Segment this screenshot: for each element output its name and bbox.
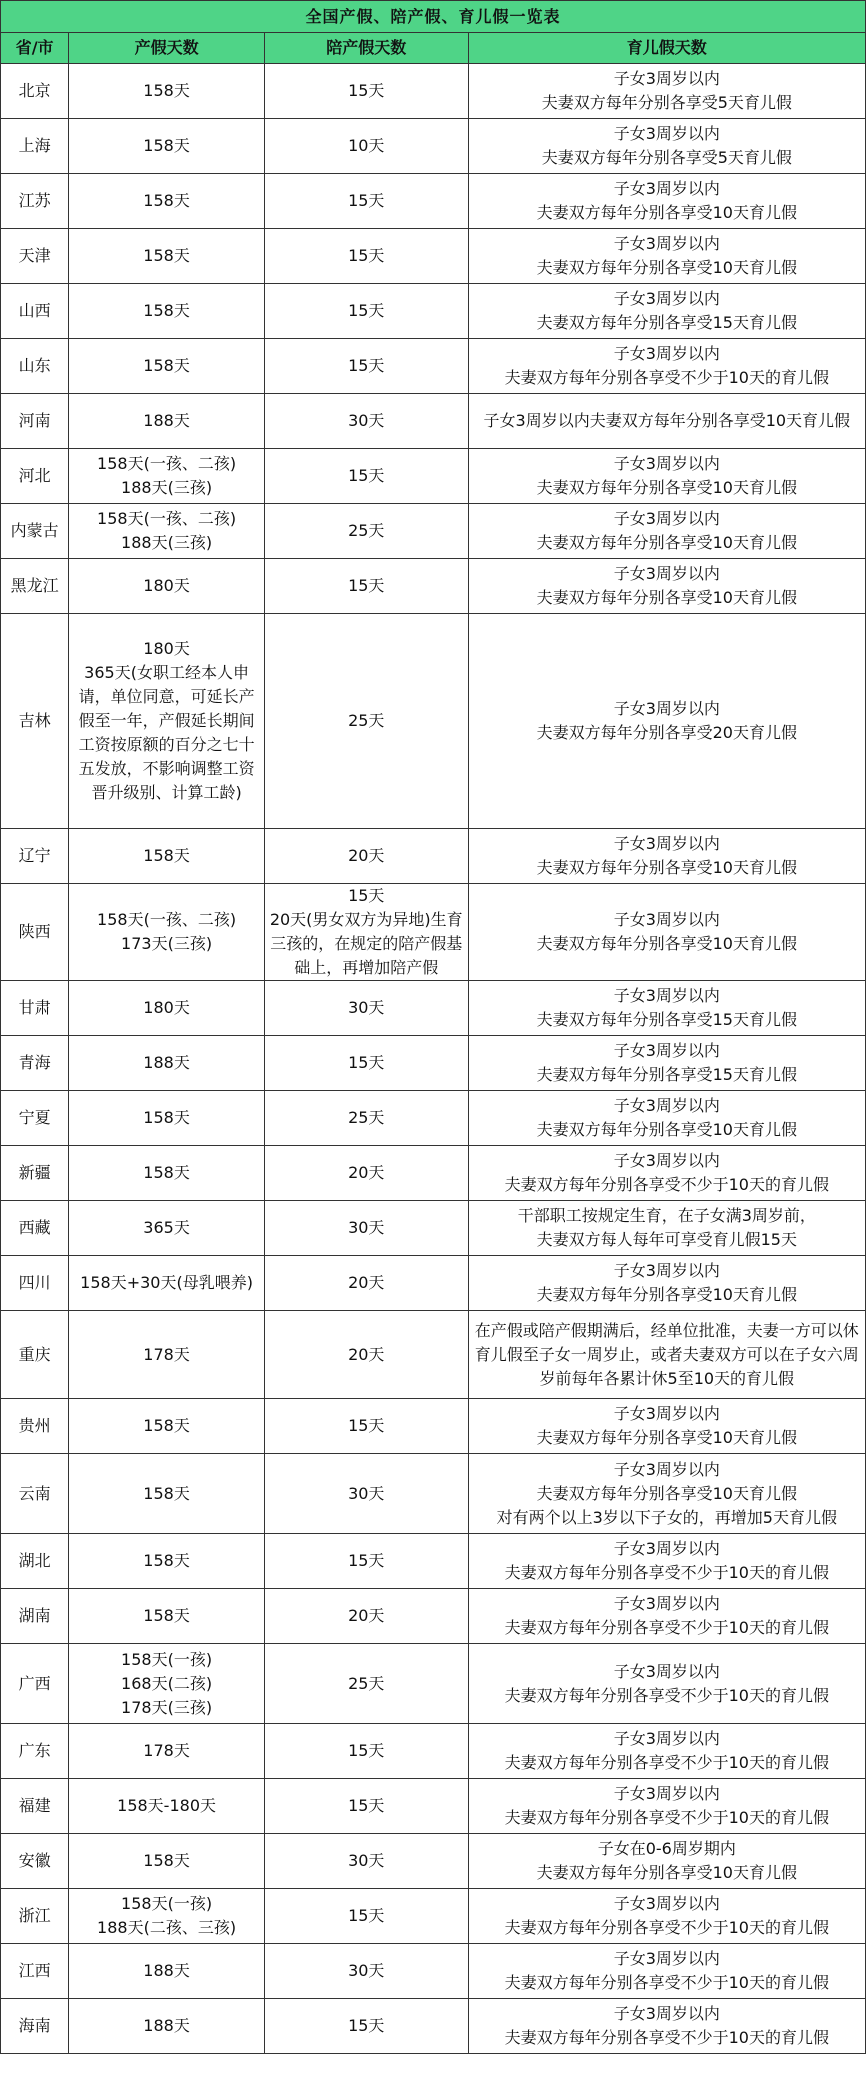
maternity-cell: [69, 1644, 265, 1724]
paternity-cell: [264, 229, 468, 284]
table-row: [1, 229, 866, 284]
table-row: [1, 1999, 866, 2054]
childcare-cell: [468, 1889, 865, 1944]
maternity-cell: [69, 1944, 265, 1999]
paternity-cell: [264, 1779, 468, 1834]
childcare-line: 对有两个以上3岁以下子女的，再增加5天育儿假: [496, 1507, 837, 1527]
childcare-cell: [468, 1146, 865, 1201]
paternity-line: 25天: [348, 521, 385, 540]
childcare-cell: [468, 1399, 865, 1454]
maternity-line: 158天: [143, 356, 190, 375]
paternity-cell: [264, 1534, 468, 1589]
childcare-line: 子女3周岁以内: [613, 986, 720, 1005]
maternity-cell: [69, 1724, 265, 1779]
childcare-cell: [468, 829, 865, 884]
table-row: [1, 119, 866, 174]
paternity-cell: [264, 1399, 468, 1454]
table-row: [1, 64, 866, 119]
header-maternity: 产假天数: [69, 33, 265, 64]
childcare-cell: [468, 504, 865, 559]
childcare-line: 子女3周岁以内: [613, 1151, 720, 1170]
childcare-cell: [468, 174, 865, 229]
paternity-line: 30天: [348, 1851, 385, 1870]
maternity-cell: [69, 284, 265, 339]
maternity-line: 188天: [143, 1053, 190, 1072]
table-row: [1, 614, 866, 829]
province-cell: 江苏: [1, 174, 69, 229]
maternity-line: 188天: [143, 1961, 190, 1980]
childcare-line: 子女在0-6周岁期内: [597, 1839, 736, 1858]
paternity-cell: [264, 1146, 468, 1201]
paternity-line: 15天: [348, 2016, 385, 2035]
paternity-line: 15天: [348, 886, 385, 905]
table-row: [1, 394, 866, 449]
province-cell: 四川: [1, 1256, 69, 1311]
childcare-cell: [468, 119, 865, 174]
province-cell: 重庆: [1, 1311, 69, 1399]
childcare-line: 子女3周岁以内: [613, 69, 720, 88]
province-cell: 黑龙江: [1, 559, 69, 614]
province-cell: 天津: [1, 229, 69, 284]
childcare-line: 子女3周岁以内夫妻双方每年分别各享受10天育儿假: [483, 411, 851, 430]
table-row: [1, 884, 866, 981]
childcare-line: 子女3周岁以内: [613, 910, 720, 929]
paternity-line: 15天: [348, 466, 385, 485]
maternity-line: 158天: [143, 301, 190, 320]
childcare-line: 夫妻双方每年分别各享受15天育儿假: [536, 1065, 797, 1084]
childcare-line: 子女3周岁以内: [613, 1404, 720, 1423]
paternity-line: 15天: [348, 356, 385, 375]
table-row: [1, 1256, 866, 1311]
maternity-line: 178天: [143, 1344, 190, 1364]
province-cell: 福建: [1, 1779, 69, 1834]
header-childcare: 育儿假天数: [468, 33, 865, 64]
paternity-line: 15天: [348, 1053, 385, 1072]
childcare-line: 夫妻双方每年分别各享受不少于10天的育儿假: [504, 1753, 829, 1772]
maternity-line: 173天(三孩): [121, 934, 213, 953]
paternity-cell: [264, 1201, 468, 1256]
childcare-cell: [468, 449, 865, 504]
paternity-line: 30天: [348, 1483, 385, 1503]
childcare-line: 子女3周岁以内: [613, 2004, 720, 2023]
maternity-cell: [69, 1889, 265, 1944]
childcare-line: 夫妻双方每年分别各享受10天育儿假: [536, 1428, 797, 1447]
childcare-line: 夫妻双方每年分别各享受不少于10天的育儿假: [504, 1918, 829, 1937]
paternity-line: 10天: [348, 136, 385, 155]
maternity-line: 158天(一孩、二孩): [97, 910, 237, 929]
maternity-cell: [69, 229, 265, 284]
maternity-cell: [69, 829, 265, 884]
childcare-line: 夫妻双方每年分别各享受不少于10天的育儿假: [504, 1618, 829, 1637]
maternity-line: 158天(一孩): [121, 1649, 213, 1669]
table-row: [1, 1146, 866, 1201]
paternity-line: 20天: [348, 846, 385, 865]
table-row: [1, 1589, 866, 1644]
paternity-line: 20天: [348, 1344, 385, 1364]
paternity-cell: [264, 1644, 468, 1724]
childcare-line: 子女3周岁以内: [613, 1041, 720, 1060]
maternity-line: 180天: [143, 639, 190, 658]
childcare-line: 夫妻双方每年分别各享受5天育儿假: [541, 93, 792, 112]
province-cell: 辽宁: [1, 829, 69, 884]
maternity-line: 158天-180天: [117, 1796, 216, 1815]
table-row: [1, 339, 866, 394]
paternity-cell: [264, 1589, 468, 1644]
childcare-cell: [468, 1589, 865, 1644]
maternity-line: 158天(一孩、二孩): [97, 509, 237, 528]
maternity-line: 158天: [143, 1108, 190, 1127]
maternity-line: 158天: [143, 1606, 190, 1625]
childcare-line: 夫妻双方每年分别各享受10天育儿假: [536, 258, 797, 277]
childcare-line: 夫妻双方每年分别各享受不少于10天的育儿假: [504, 368, 829, 387]
province-cell: 西藏: [1, 1201, 69, 1256]
maternity-line: 188天: [143, 2016, 190, 2035]
table-row: [1, 504, 866, 559]
childcare-line: 子女3周岁以内: [613, 1661, 720, 1681]
table-row: [1, 1779, 866, 1834]
paternity-line: 20天: [348, 1273, 385, 1292]
maternity-line: 188天(二孩、三孩): [97, 1918, 237, 1937]
paternity-cell: [264, 394, 468, 449]
paternity-cell: [264, 1944, 468, 1999]
maternity-line: 178天: [143, 1741, 190, 1760]
paternity-cell: [264, 559, 468, 614]
paternity-line: 20天: [348, 1163, 385, 1182]
province-cell: 北京: [1, 64, 69, 119]
province-cell: 山东: [1, 339, 69, 394]
table-row: [1, 1724, 866, 1779]
childcare-line: 子女3周岁以内: [613, 1096, 720, 1115]
paternity-cell: [264, 1036, 468, 1091]
table-row: [1, 559, 866, 614]
table-row: [1, 981, 866, 1036]
childcare-line: 子女3周岁以内: [613, 454, 720, 473]
childcare-cell: [468, 1779, 865, 1834]
childcare-line: 夫妻双方每年分别各享受10天育儿假: [536, 1120, 797, 1139]
childcare-line: 夫妻双方每年分别各享受不少于10天的育儿假: [504, 1685, 829, 1705]
childcare-line: 夫妻双方每年分别各享受5天育儿假: [541, 148, 792, 167]
paternity-line: 20天(男女双方为异地)生育三孩的，在规定的陪产假基础上，再增加陪产假: [269, 910, 463, 977]
childcare-line: 夫妻双方每人每年可享受育儿假15天: [536, 1230, 797, 1249]
childcare-line: 子女3周岁以内: [613, 834, 720, 853]
province-cell: 贵州: [1, 1399, 69, 1454]
childcare-cell: [468, 1036, 865, 1091]
maternity-line: 365天: [143, 1218, 190, 1237]
maternity-cell: [69, 1999, 265, 2054]
paternity-cell: [264, 1091, 468, 1146]
childcare-cell: [468, 1644, 865, 1724]
maternity-cell: [69, 1779, 265, 1834]
childcare-cell: [468, 1311, 865, 1399]
maternity-line: 188天: [143, 411, 190, 430]
childcare-line: 干部职工按规定生育，在子女满3周岁前，: [517, 1206, 816, 1225]
maternity-line: 158天: [143, 1551, 190, 1570]
childcare-cell: [468, 64, 865, 119]
childcare-line: 夫妻双方每年分别各享受10天育儿假: [536, 934, 797, 953]
table-row: [1, 829, 866, 884]
maternity-cell: [69, 339, 265, 394]
maternity-line: 178天(三孩): [121, 1697, 213, 1717]
paternity-line: 15天: [348, 301, 385, 320]
province-cell: 新疆: [1, 1146, 69, 1201]
childcare-line: 子女3周岁以内: [613, 1459, 720, 1479]
paternity-cell: [264, 1311, 468, 1399]
paternity-cell: [264, 1724, 468, 1779]
childcare-line: 夫妻双方每年分别各享受不少于10天的育儿假: [504, 1973, 829, 1992]
paternity-cell: [264, 339, 468, 394]
childcare-cell: [468, 394, 865, 449]
table-row: [1, 174, 866, 229]
childcare-line: 夫妻双方每年分别各享受10天育儿假: [536, 1483, 797, 1503]
childcare-line: 在产假或陪产假期满后，经单位批准，夫妻一方可以休育儿假至子女一周岁止，或者夫妻双方可以在子女六周岁前每年各累计休5至10天的育儿假: [474, 1320, 859, 1388]
maternity-cell: [69, 504, 265, 559]
province-cell: 河南: [1, 394, 69, 449]
paternity-line: 15天: [348, 1741, 385, 1760]
childcare-line: 子女3周岁以内: [613, 1784, 720, 1803]
childcare-line: 夫妻双方每年分别各享受10天育儿假: [536, 478, 797, 497]
childcare-line: 子女3周岁以内: [613, 564, 720, 583]
maternity-cell: [69, 981, 265, 1036]
maternity-cell: [69, 1454, 265, 1534]
childcare-line: 子女3周岁以内: [613, 344, 720, 363]
paternity-line: 30天: [348, 998, 385, 1017]
maternity-line: 365天(女职工经本人申请，单位同意，可延长产假至一年，产假延长期间工资按原额的百分之七十五发放，不影响调整工资晋升级别、计算工龄): [78, 663, 255, 802]
table-row: [1, 1091, 866, 1146]
childcare-cell: [468, 1091, 865, 1146]
childcare-cell: [468, 559, 865, 614]
province-cell: 河北: [1, 449, 69, 504]
childcare-cell: [468, 981, 865, 1036]
maternity-line: 180天: [143, 576, 190, 595]
title-row: [1, 1, 866, 33]
paternity-line: 15天: [348, 1906, 385, 1925]
maternity-cell: [69, 394, 265, 449]
province-cell: 安徽: [1, 1834, 69, 1889]
maternity-line: 158天: [143, 1851, 190, 1870]
paternity-line: 15天: [348, 1796, 385, 1815]
maternity-line: 158天: [143, 136, 190, 155]
childcare-line: 子女3周岁以内: [613, 509, 720, 528]
childcare-line: 子女3周岁以内: [613, 1261, 720, 1280]
maternity-cell: [69, 1201, 265, 1256]
table-title: 全国产假、陪产假、育儿假一览表: [1, 1, 866, 33]
province-cell: 浙江: [1, 1889, 69, 1944]
province-cell: 内蒙古: [1, 504, 69, 559]
maternity-cell: [69, 559, 265, 614]
childcare-cell: [468, 1999, 865, 2054]
paternity-line: 15天: [348, 81, 385, 100]
province-cell: 上海: [1, 119, 69, 174]
maternity-cell: [69, 64, 265, 119]
paternity-cell: [264, 981, 468, 1036]
paternity-cell: [264, 614, 468, 829]
childcare-cell: [468, 339, 865, 394]
province-cell: 湖南: [1, 1589, 69, 1644]
maternity-line: 188天(三孩): [121, 533, 213, 552]
province-cell: 云南: [1, 1454, 69, 1534]
paternity-cell: [264, 284, 468, 339]
childcare-line: 夫妻双方每年分别各享受10天育儿假: [536, 1285, 797, 1304]
paternity-cell: [264, 1834, 468, 1889]
table-row: [1, 1201, 866, 1256]
table-row: [1, 1889, 866, 1944]
childcare-cell: [468, 1454, 865, 1534]
maternity-line: 180天: [143, 998, 190, 1017]
paternity-line: 15天: [348, 246, 385, 265]
childcare-line: 夫妻双方每年分别各享受10天育儿假: [536, 588, 797, 607]
province-cell: 吉林: [1, 614, 69, 829]
maternity-cell: [69, 174, 265, 229]
paternity-cell: [264, 64, 468, 119]
childcare-cell: [468, 1201, 865, 1256]
paternity-line: 30天: [348, 1961, 385, 1980]
table-row: [1, 1036, 866, 1091]
childcare-line: 子女3周岁以内: [613, 699, 720, 718]
childcare-cell: [468, 1944, 865, 1999]
maternity-cell: [69, 1534, 265, 1589]
maternity-line: 158天: [143, 1416, 190, 1435]
childcare-line: 夫妻双方每年分别各享受20天育儿假: [536, 723, 797, 742]
province-cell: 江西: [1, 1944, 69, 1999]
paternity-line: 25天: [348, 711, 385, 730]
province-cell: 广东: [1, 1724, 69, 1779]
childcare-line: 夫妻双方每年分别各享受10天育儿假: [536, 203, 797, 222]
table-row: [1, 1311, 866, 1399]
childcare-line: 夫妻双方每年分别各享受10天育儿假: [536, 1863, 797, 1882]
paternity-line: 15天: [348, 1551, 385, 1570]
childcare-line: 夫妻双方每年分别各享受不少于10天的育儿假: [504, 1808, 829, 1827]
paternity-line: 25天: [348, 1108, 385, 1127]
childcare-cell: [468, 614, 865, 829]
paternity-line: 15天: [348, 191, 385, 210]
maternity-cell: [69, 884, 265, 981]
paternity-cell: [264, 1454, 468, 1534]
paternity-cell: [264, 174, 468, 229]
maternity-cell: [69, 1311, 265, 1399]
table-row: [1, 284, 866, 339]
childcare-line: 夫妻双方每年分别各享受15天育儿假: [536, 1010, 797, 1029]
maternity-cell: [69, 614, 265, 829]
childcare-cell: [468, 284, 865, 339]
maternity-line: 158天(一孩): [121, 1894, 213, 1913]
childcare-cell: [468, 1724, 865, 1779]
table-row: [1, 1944, 866, 1999]
maternity-line: 158天: [143, 1163, 190, 1182]
paternity-cell: [264, 449, 468, 504]
paternity-line: 15天: [348, 576, 385, 595]
province-cell: 青海: [1, 1036, 69, 1091]
childcare-line: 子女3周岁以内: [613, 1949, 720, 1968]
paternity-cell: [264, 884, 468, 981]
maternity-cell: [69, 1036, 265, 1091]
childcare-line: 子女3周岁以内: [613, 234, 720, 253]
paternity-line: 20天: [348, 1606, 385, 1625]
childcare-line: 子女3周岁以内: [613, 289, 720, 308]
maternity-cell: [69, 1091, 265, 1146]
maternity-cell: [69, 449, 265, 504]
maternity-cell: [69, 1146, 265, 1201]
paternity-cell: [264, 829, 468, 884]
table-row: [1, 1834, 866, 1889]
table-row: [1, 1534, 866, 1589]
province-cell: 宁夏: [1, 1091, 69, 1146]
childcare-line: 夫妻双方每年分别各享受不少于10天的育儿假: [504, 1175, 829, 1194]
maternity-line: 158天: [143, 246, 190, 265]
childcare-line: 子女3周岁以内: [613, 1729, 720, 1748]
maternity-cell: [69, 1589, 265, 1644]
childcare-line: 子女3周岁以内: [613, 1894, 720, 1913]
childcare-line: 夫妻双方每年分别各享受10天育儿假: [536, 533, 797, 552]
maternity-cell: [69, 119, 265, 174]
province-cell: 山西: [1, 284, 69, 339]
childcare-line: 夫妻双方每年分别各享受10天育儿假: [536, 858, 797, 877]
table-row: [1, 1454, 866, 1534]
maternity-line: 158天: [143, 846, 190, 865]
province-cell: 湖北: [1, 1534, 69, 1589]
table-row: [1, 449, 866, 504]
province-cell: 甘肃: [1, 981, 69, 1036]
childcare-line: 夫妻双方每年分别各享受不少于10天的育儿假: [504, 1563, 829, 1582]
province-cell: 陕西: [1, 884, 69, 981]
maternity-line: 158天(一孩、二孩): [97, 454, 237, 473]
paternity-cell: [264, 1256, 468, 1311]
childcare-line: 夫妻双方每年分别各享受不少于10天的育儿假: [504, 2028, 829, 2047]
paternity-cell: [264, 1999, 468, 2054]
maternity-line: 188天(三孩): [121, 478, 213, 497]
province-cell: 广西: [1, 1644, 69, 1724]
paternity-cell: [264, 504, 468, 559]
childcare-cell: [468, 229, 865, 284]
maternity-cell: [69, 1399, 265, 1454]
maternity-line: 158天: [143, 81, 190, 100]
header-paternity: 陪产假天数: [264, 33, 468, 64]
childcare-line: 子女3周岁以内: [613, 124, 720, 143]
maternity-line: 158天: [143, 191, 190, 210]
childcare-cell: [468, 884, 865, 981]
maternity-line: 158天: [143, 1483, 190, 1503]
childcare-cell: [468, 1534, 865, 1589]
maternity-line: 158天+30天(母乳喂养): [80, 1273, 253, 1292]
childcare-cell: [468, 1834, 865, 1889]
childcare-line: 子女3周岁以内: [613, 179, 720, 198]
table-row: [1, 1644, 866, 1724]
childcare-line: 子女3周岁以内: [613, 1594, 720, 1613]
childcare-line: 子女3周岁以内: [613, 1539, 720, 1558]
header-province: 省/市: [1, 33, 69, 64]
maternity-cell: [69, 1256, 265, 1311]
paternity-line: 15天: [348, 1416, 385, 1435]
paternity-cell: [264, 119, 468, 174]
childcare-cell: [468, 1256, 865, 1311]
header-row: [1, 33, 866, 64]
maternity-cell: [69, 1834, 265, 1889]
paternity-line: 30天: [348, 411, 385, 430]
childcare-line: 夫妻双方每年分别各享受15天育儿假: [536, 313, 797, 332]
province-cell: 海南: [1, 1999, 69, 2054]
table-row: [1, 1399, 866, 1454]
paternity-line: 25天: [348, 1673, 385, 1693]
maternity-line: 168天(二孩): [121, 1673, 213, 1693]
paternity-line: 30天: [348, 1218, 385, 1237]
paternity-cell: [264, 1889, 468, 1944]
